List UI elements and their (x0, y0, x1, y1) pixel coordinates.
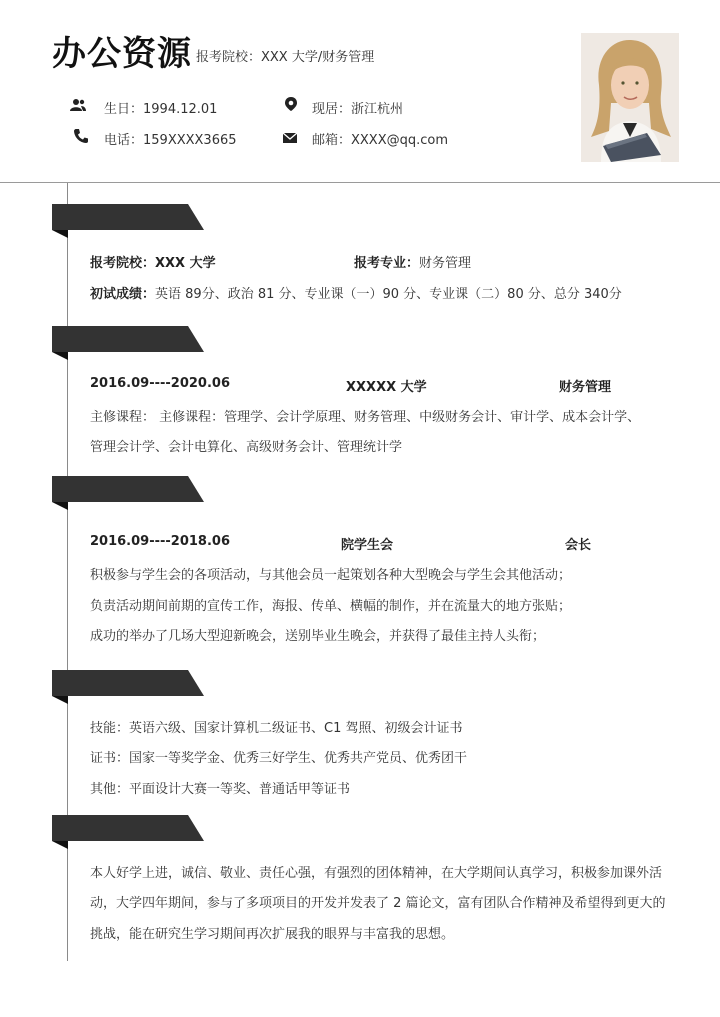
education-period: 2016.09----2020.06 (90, 376, 231, 391)
experience-period: 2016.09----2018.06 (90, 534, 231, 549)
location-pin-icon (283, 96, 299, 112)
skills-line: 技能：英语六级、国家计算机二级证书、C1 驾照、初级会计证书 (90, 721, 463, 736)
school-label: 报考院校： (90, 256, 156, 271)
mail-icon (282, 130, 298, 146)
self-eval-line: 挑战，能在研究生学习期间再次扩展我的眼界与丰富我的思想。 (90, 927, 455, 942)
phone-icon (73, 128, 89, 144)
section-tab-marker (52, 204, 204, 238)
major-value: 财务管理 (419, 256, 472, 271)
user-icon (70, 97, 86, 113)
section-tab-marker (52, 326, 204, 360)
residence: 现居：浙江杭州 (312, 102, 404, 117)
profile-photo (581, 33, 679, 162)
other-line: 其他：平面设计大赛一等奖、普通话甲等证书 (90, 782, 351, 797)
experience-org: 院学生会 (341, 538, 394, 553)
experience-line: 负责活动期间前期的宣传工作，海报、传单、横幅的制作，并在流量大的地方张贴； (90, 599, 572, 614)
target-school: 报考院校：XXX 大学/财务管理 (196, 50, 375, 65)
target-school-row (90, 252, 216, 271)
courses-line: 主修课程： 主修课程：管理学、会计学原理、财务管理、中级财务会计、审计学、成本会计学、 (90, 410, 641, 425)
header-divider (0, 182, 720, 183)
phone: 电话：159XXXX3665 (104, 133, 237, 148)
resume-name: 办公资源 (52, 34, 192, 74)
experience-line: 成功的举办了几场大型迎新晚会，送别毕业生晚会，并获得了最佳主持人头衔； (90, 629, 546, 644)
section-tab-marker (52, 815, 204, 849)
score-label: 初试成绩： (90, 287, 156, 302)
major-label: 报考专业： (354, 256, 420, 271)
section-tab-marker (52, 476, 204, 510)
score-value: 英语 89分、政治 81 分、专业课（一）90 分、专业课（二）80 分、总分 340分 (155, 287, 622, 302)
birth-date: 生日：1994.12.01 (104, 102, 218, 117)
courses-line: 管理会计学、会计电算化、高级财务会计、管理统计学 (90, 440, 403, 455)
experience-role: 会长 (565, 538, 592, 553)
self-eval-line: 本人好学上进，诚信、敬业、责任心强，有强烈的团体精神，在大学期间认真学习，积极参加课外活 (90, 866, 663, 881)
self-eval-line: 动，大学四年期间，参与了多项项目的开发并发表了 2 篇论文，富有团队合作精神及希望得到更大的 (90, 896, 666, 911)
target-major-row (354, 252, 471, 271)
exam-score-row (90, 283, 622, 302)
email: 邮箱：XXXX@qq.com (312, 133, 449, 148)
school-value: XXX 大学 (155, 256, 216, 271)
education-major: 财务管理 (559, 380, 612, 395)
certificates-line: 证书：国家一等奖学金、优秀三好学生、优秀共产党员、优秀团干 (90, 751, 468, 766)
experience-line: 积极参与学生会的各项活动，与其他会员一起策划各种大型晚会与学生会其他活动； (90, 568, 572, 583)
section-tab-marker (52, 670, 204, 704)
education-school: XXXXX 大学 (346, 380, 427, 395)
